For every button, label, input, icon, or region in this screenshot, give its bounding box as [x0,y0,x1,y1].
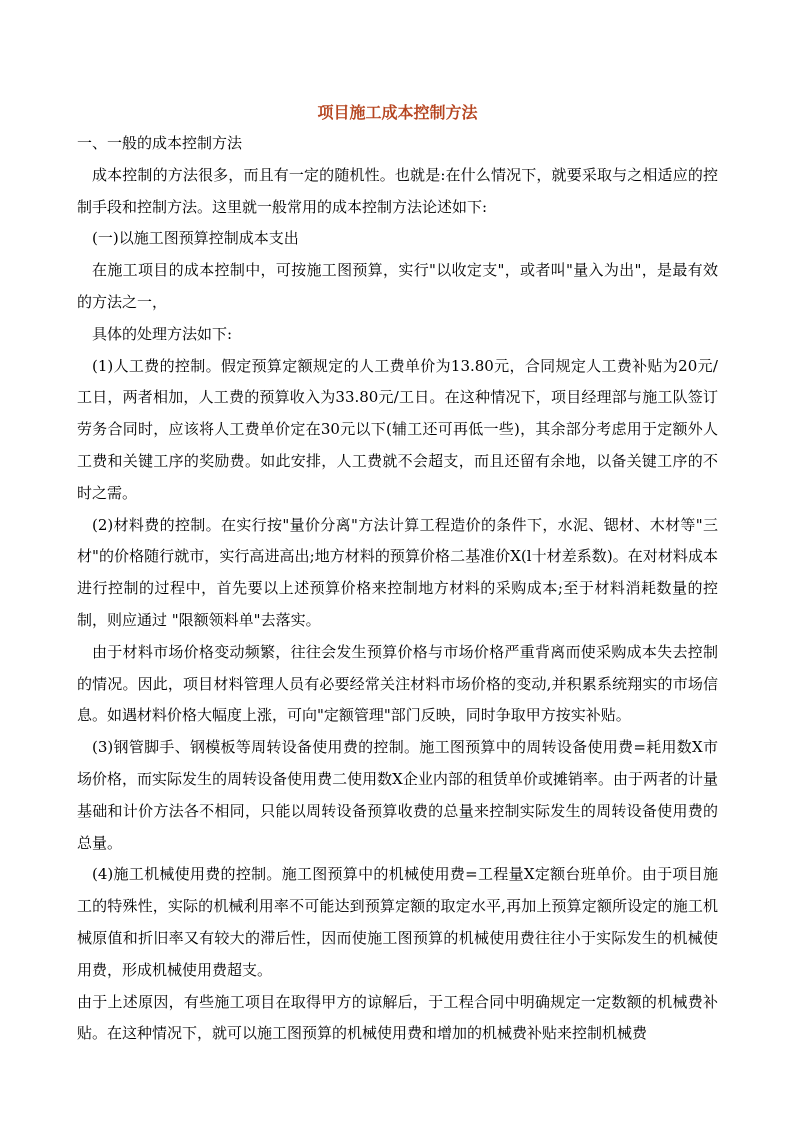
subsection-heading-1: (一)以施工图预算控制成本支出 [92,229,299,248]
paragraph-equipment-cost: (3)钢管脚手、钢模板等周转设备使用费的控制。施工图预算中的周转设备使用费=耗用数X市场价格，而实际发生的周转设备使用费二使用数X企业内部的租赁单价或摊销率。由于两者的计量基础和计价方法各不相同，只能以周转设备预算收费的总量来控制实际发生的周转设备使用费的总量。 [77,738,718,852]
section-heading-1: 一、一般的成本控制方法 [77,134,243,152]
paragraph-machinery-cost: (4)施工机械使用费的控制。施工图预算中的机械使用费=工程量X定额台班单价。由于项目施工的特殊性，实际的机械利用率不可能达到预算定额的取定水平,再加上预算定额所设定的施工机械原值和折旧率又有较大的滞后性，因而使施工图预算的机械使用费往往小于实际发生的机械使用费，形成机械使用费超支。 [77,865,718,979]
paragraph-machinery-subsidy: 由于上述原因，有些施工项目在取得甲方的谅解后，于工程合同中明确规定一定数额的机械费补贴。在这种情况下，就可以施工图预算的机械使用费和增加的机械费补贴来控制机械费 [77,992,718,1043]
paragraph-budget-control: 在施工项目的成本控制中，可按施工图预算，实行"以收定支"，或者叫"量入为出"，是最有效的方法之一， [77,261,718,311]
paragraph-material-price: 由于材料市场价格变动频繁，往往会发生预算价格与市场价格严重背离而使采购成本失去控制的情况。因此，项目材料管理人员有必要经常关注材料市场价格的变动,并积累系统翔实的市场信息。如遇材料价格大幅度上涨，可向"定额管理"部门反映，同时争取甲方按实补贴。 [77,642,718,725]
paragraph-material-cost: (2)材料费的控制。在实行按"量价分离"方法计算工程造价的条件下，水泥、锶材、木材等"三材"的价格随行就市，实行高进高出;地方材料的预算价格二基准价X(l十材差系数)。在对材料成本进行控制的过程中，首先要以上述预算价格来控制地方材料的采购成本;至于材料消耗数量的控制，则应通过 "限额领料单"去落实。 [77,515,718,629]
document-body [77,98,718,1050]
document-title: 项目施工成本控制方法 [317,103,478,122]
paragraph-labor-cost: (1)人工费的控制。假定预算定额规定的人工费单价为13.80元，合同规定人工费补贴为20元/工日，两者相加，人工费的预算收入为33.80元/工日。在这种情况下，项目经理部与施工队签订劳务合同时，应该将人工费单价定在30元以下(辅工还可再低一些)，其余部分考虑用于定额外人工费和关键工序的奖励费。如此安排，人工费就不会超支，而且还留有余地，以备关键工序的不时之需。 [77,356,718,502]
paragraph-method-intro: 具体的处理方法如下: [92,324,233,343]
paragraph-intro: 成本控制的方法很多，而且有一定的随机性。也就是:在什么情况下，就要采取与之相适应的控制手段和控制方法。这里就一般常用的成本控制方法论述如下: [77,165,718,216]
